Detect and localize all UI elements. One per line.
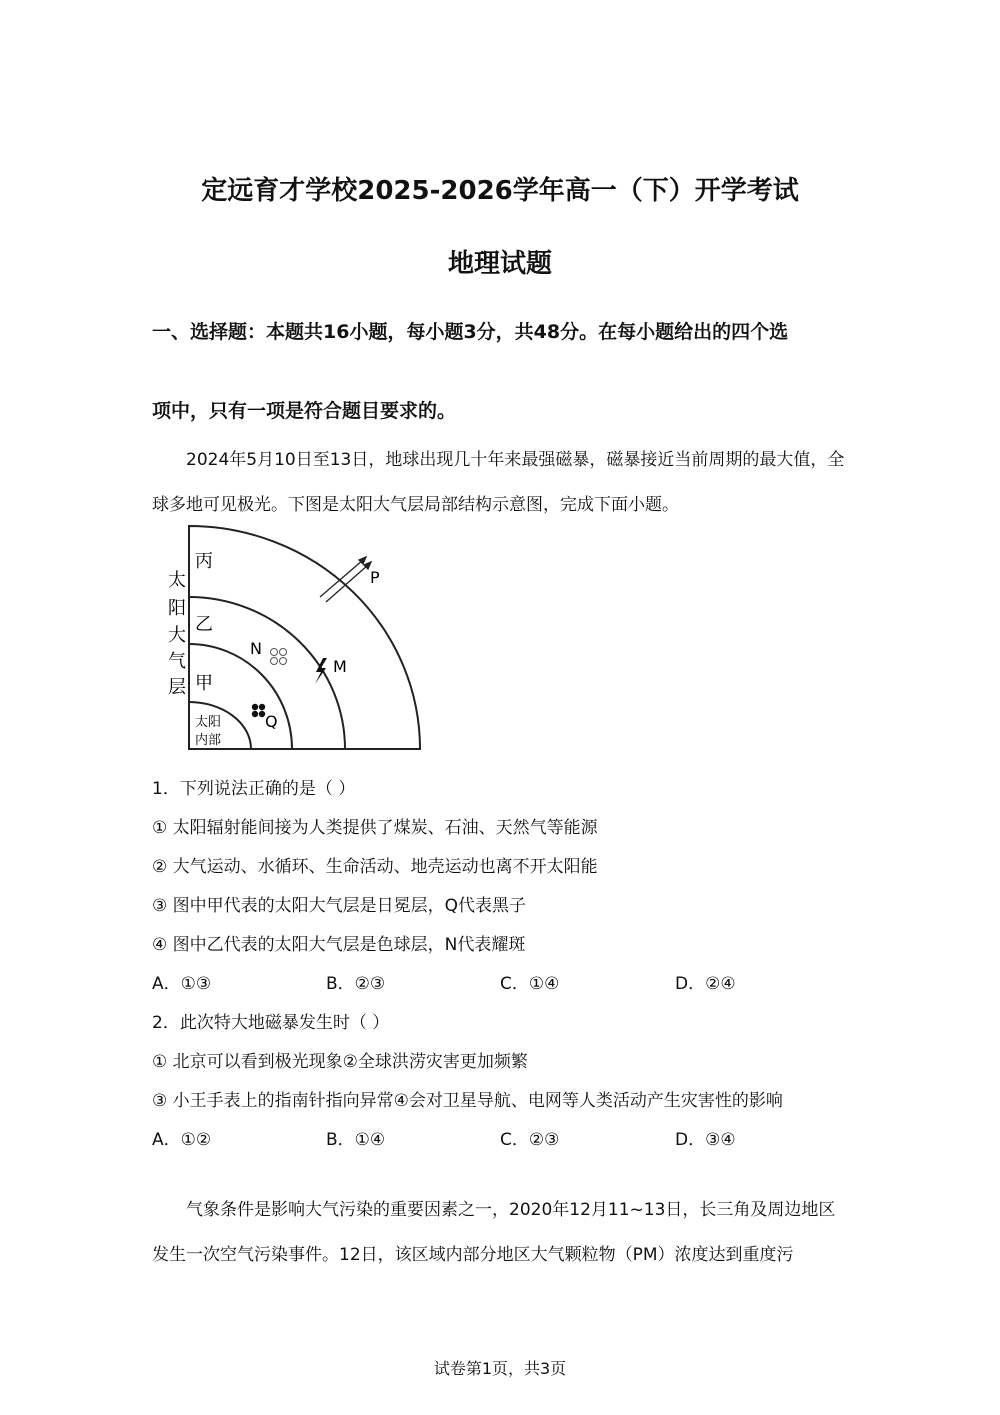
question-1-stem: 1．下列说法正确的是（ ） [152,779,356,799]
question-1-statement-3: ③ 图中甲代表的太阳大气层是日冕层，Q代表黑子 [152,896,527,916]
section-heading-line2: 项中，只有一项是符合题目要求的。 [152,400,457,422]
layer-label-bing: 丙 [195,551,213,572]
layer-label-jia: 甲 [195,673,213,694]
solar-wind-arrows-icon [320,557,371,602]
question-2-stem: 2．此次特大地磁暴发生时（ ） [152,1013,390,1033]
question-2-option-c[interactable]: C．②③ [500,1130,560,1150]
side-label-2: 阳 [168,598,186,619]
side-label-1: 太 [168,570,186,591]
label-P: P [370,568,380,587]
question-1-statement-4: ④ 图中乙代表的太阳大气层是色球层，N代表耀斑 [152,935,526,955]
section-heading-line1: 一、选择题：本题共16小题，每小题3分，共48分。在每小题给出的四个选 [152,321,789,343]
question-1-option-a[interactable]: A．①③ [152,974,212,994]
interior-label-1: 太阳 [195,715,222,730]
label-N: N [250,639,262,658]
question-1-statement-2: ② 大气运动、水循环、生命活动、地壳运动也离不开太阳能 [152,857,598,877]
label-Q: Q [265,712,278,731]
question-1-option-c[interactable]: C．①④ [500,974,560,994]
question-2-option-a[interactable]: A．①② [152,1130,212,1150]
solar-atmosphere-diagram [160,522,430,754]
layer-label-yi: 乙 [195,614,213,635]
label-M: M [333,657,347,676]
exam-title: 定远育才学校2025-2026学年高一（下）开学考试 [201,176,799,206]
interior-label-2: 内部 [195,733,222,748]
sunspot-dots-icon [252,704,265,717]
question-1-statement-1: ① 太阳辐射能间接为人类提供了煤炭、石油、天然气等能源 [152,818,598,838]
side-label-5: 层 [168,677,186,698]
prominence-icon [271,649,287,665]
outer-layer-arc [189,526,420,749]
question-2-option-b[interactable]: B．①④ [326,1130,386,1150]
question-1-option-d[interactable]: D．②④ [675,974,736,994]
exam-subtitle: 地理试题 [447,249,552,279]
side-label-3: 大 [168,625,186,646]
question-1-option-b[interactable]: B．②③ [326,974,386,994]
page-footer: 试卷第1页，共3页 [433,1359,567,1378]
passage-2: 气象条件是影响大气污染的重要因素之一，2020年12月11~13日，长三角及周边地区发生一次空气污染事件。12日，该区域内部分地区大气颗粒物（PM）浓度达到重度污 [152,1200,836,1265]
question-2-statement-1: ① 北京可以看到极光现象②全球洪涝灾害更加频繁 [152,1052,528,1072]
passage-1: 2024年5月10日至13日，地球出现几十年来最强磁暴，磁暴接近当前周期的最大值，全球多地可见极光。下图是太阳大气层局部结构示意图，完成下面小题。 [152,450,845,515]
side-label-4: 气 [168,651,186,672]
question-2-statement-2: ③ 小王手表上的指南针指向异常④会对卫星导航、电网等人类活动产生灾害性的影响 [152,1091,783,1111]
question-2-option-d[interactable]: D．③④ [675,1130,736,1150]
